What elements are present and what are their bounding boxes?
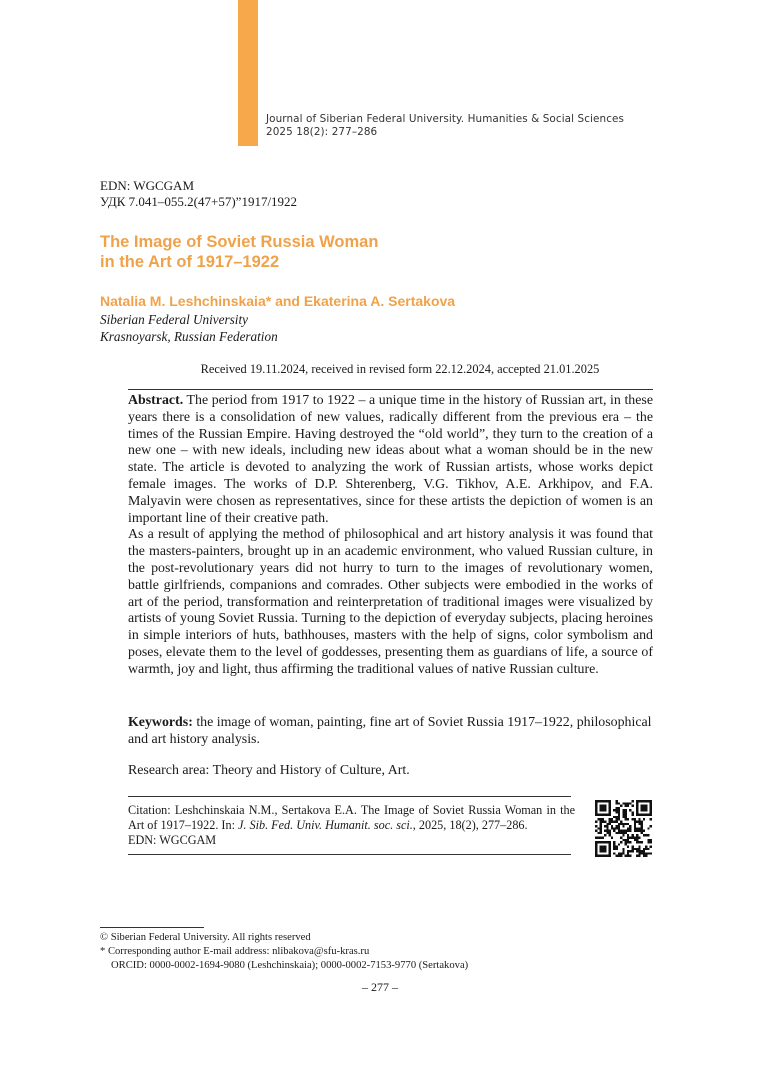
journal-issue: 2025 18(2): 277–286	[266, 126, 378, 138]
received-dates: Received 19.11.2024, received in revised form 22.12.2024, accepted 21.01.2025	[200, 362, 600, 376]
citation-journal: J. Sib. Fed. Univ. Humanit. soc. sci.	[238, 818, 413, 833]
page-number: – 277 –	[362, 980, 398, 994]
journal-name: Journal of Siberian Federal University. Humanities & Social Sciences	[266, 113, 625, 125]
footnote-rule	[100, 927, 204, 928]
article-meta	[100, 178, 297, 210]
footnotes	[100, 927, 468, 973]
abstract-top-rule	[128, 389, 653, 390]
authors: Natalia M. Leshchinskaia* and Ekaterina A. Sertakova	[100, 293, 456, 309]
affiliation-block	[100, 311, 278, 345]
abstract-paragraph-2: As a result of applying the method of philosophical and art history analysis it was found that the masters-painters, brought up in an academic environment, who valued Russian culture, in the post-revolutionary years did not hurry to turn to the images of revolutionary women, battle girlfriends, companions and comrades. Other subjects were embodied in the works of art of the period, transformation and reinterpretation of traditional images were visualized by artists of young Soviet Russia. Turning to the depiction of everyday subjects, placing heroines in simple interiors of huts, bathhouses, masters with the help of signs, color symbolism and poses, elevate them to the level of goddesses, presenting them as guardians of life, a source of warmth, joy and light, thus affirming the traditional values of native Russian culture.	[128, 527, 653, 677]
title-line-2: in the Art of 1917–1922	[100, 253, 280, 271]
citation-edn: EDN: WGCGAM	[128, 833, 217, 848]
copyright-note: © Siberian Federal University. All rights reserved	[100, 932, 311, 943]
abstract	[128, 393, 653, 679]
abstract-text-1: The period from 1917 to 1922 – a unique time in the history of Russian art, in these years there is a consolidation of new values, radically different from the previous era – the times of the Russian Empire. Having destroyed the “old world”, they turn to the creation of a new one – with new ideals, including new ideas about what a woman should be in the new state. The article is devoted to analyzing the work of Russian artists, whose works depict female images. The works of D.P. Shterenberg, V.G. Tikhov, A.E. Arkhipov, and F.A. Malyavin were chosen as representatives, since for these artists the depiction of women is an important line of their creative path.	[128, 393, 653, 526]
abstract-label: Abstract.	[128, 393, 184, 408]
citation-bottom-rule	[128, 854, 571, 855]
citation-top-rule	[128, 796, 571, 797]
location: Krasnoyarsk, Russian Federation	[100, 329, 278, 344]
research-area: Research area: Theory and History of Culture, Art.	[128, 763, 410, 778]
corresponding-author-note: * Corresponding author E-mail address: nlibakova@sfu-kras.ru	[100, 946, 370, 957]
orcid-note: ORCID: 0000-0002-1694-9080 (Leshchinskaia); 0000-0002-7153-9770 (Sertakova)	[111, 960, 469, 971]
article-title	[100, 232, 378, 272]
keywords-text: the image of woman, painting, fine art of Soviet Russia 1917–1922, philosophical and art history analysis.	[128, 715, 652, 747]
journal-accent-bar	[238, 0, 258, 146]
udk-code: УДК 7.041–055.2(47+57)”1917/1922	[100, 194, 298, 209]
citation-text: Citation: Leshchinskaia N.M., Sertakova E.A. The Image of Soviet Russia Woman in the Art of 1917–1922. In:	[128, 803, 575, 833]
edn-code: EDN: WGCGAM	[100, 178, 195, 193]
title-line-1: The Image of Soviet Russia Woman	[100, 233, 379, 251]
citation-volume: , 2025, 18(2), 277–286.	[412, 818, 528, 833]
journal-header	[266, 113, 624, 139]
abstract-paragraph-1	[128, 393, 653, 527]
keywords	[128, 714, 653, 748]
citation	[128, 803, 575, 849]
keywords-label: Keywords:	[128, 715, 193, 730]
qr-code-icon[interactable]	[595, 800, 652, 857]
affiliation: Siberian Federal University	[100, 312, 248, 327]
